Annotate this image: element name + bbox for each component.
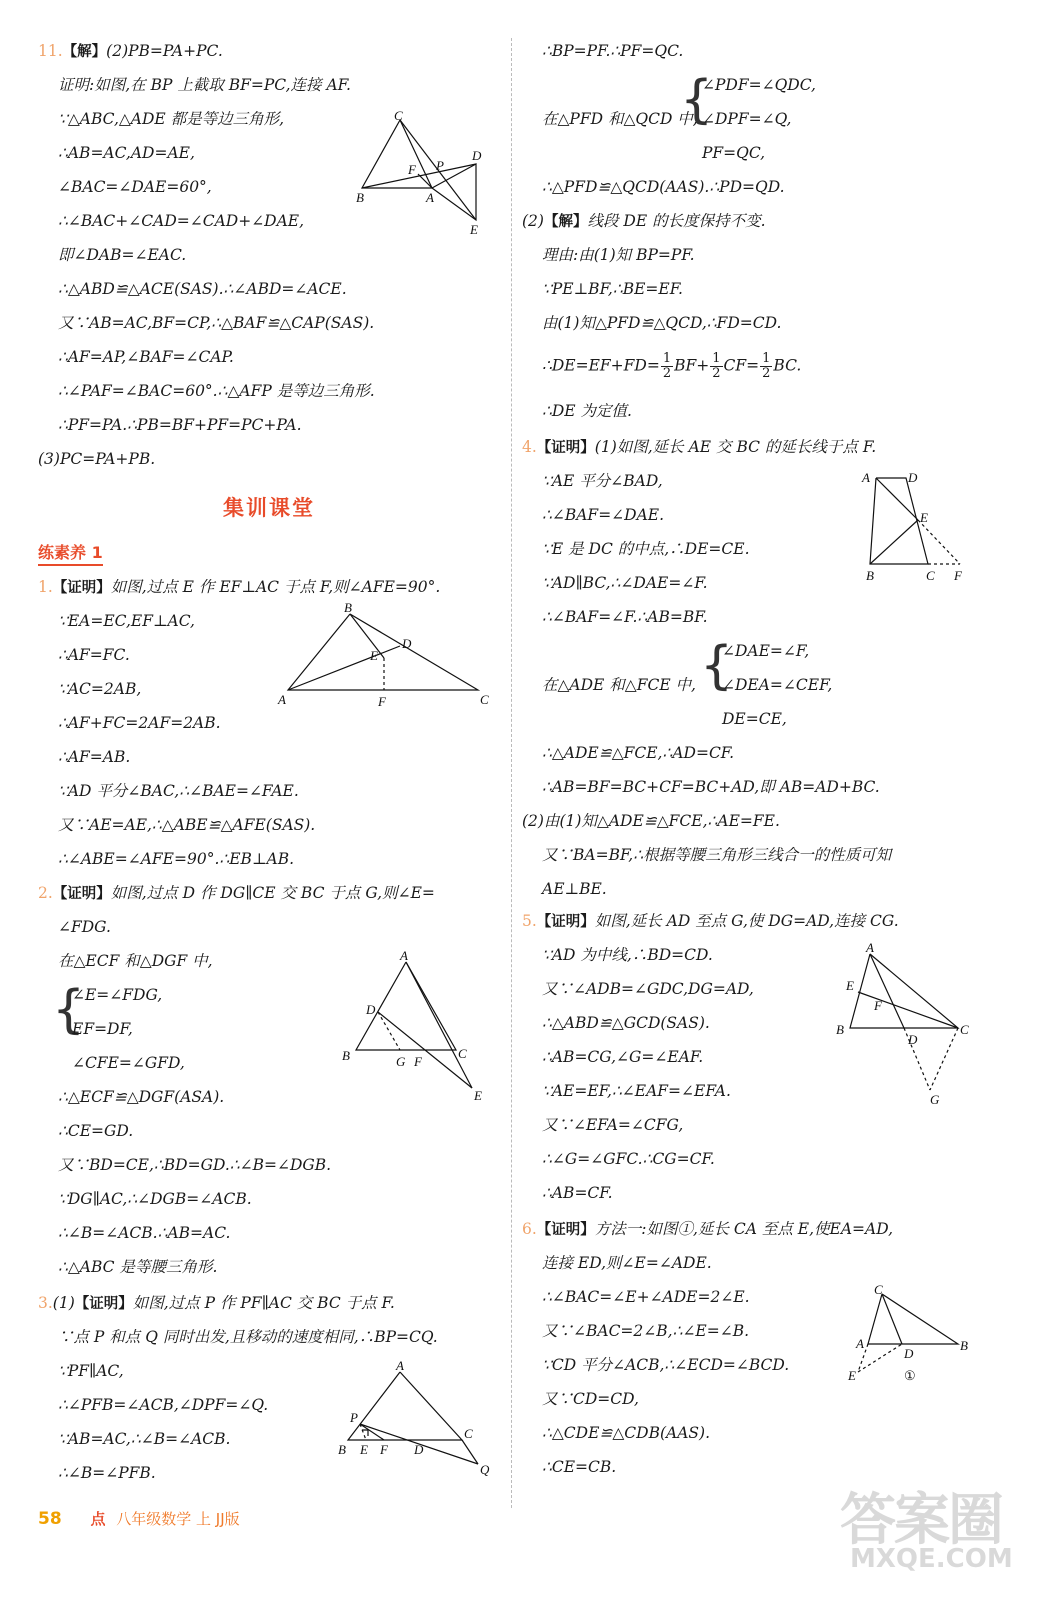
q1-line-7: 又∵AE=AE,∴△ABE≌△AFE(SAS).	[58, 816, 316, 834]
q4-line-8: (2)由(1)知△ADE≌△FCE,∴AE=FE.	[522, 812, 780, 830]
figure-q2	[338, 948, 494, 1108]
fig1-label-f: F	[378, 694, 386, 709]
fig3-label-p: P	[350, 1410, 358, 1425]
q2-line-3: ∴△ECF≌△DGF(ASA).	[58, 1088, 225, 1106]
q2-line-4: ∴CE=GD.	[58, 1122, 134, 1140]
q5-line-5: ∵AE=EF,∴∠EAF=∠EFA.	[542, 1082, 731, 1100]
q3-line-3: ∴∠PFB=∠ACB,∠DPF=∠Q.	[58, 1396, 269, 1414]
fig6-label-a: A	[856, 1336, 864, 1351]
fig3-label-f: F	[380, 1442, 388, 1457]
q4-line-2: ∴∠BAF=∠DAE.	[542, 506, 665, 524]
r-q3-brace: {	[680, 70, 714, 130]
r-q3-line-0: ∴BP=PF.∴PF=QC.	[542, 42, 684, 60]
figure-q5	[830, 940, 980, 1106]
fig2-label-d: D	[366, 1002, 376, 1017]
fig4-label-e: E	[920, 510, 928, 525]
q4-brace-line-2: ∠DEA=∠CEF,	[722, 676, 833, 694]
r-q3-line-1: ∴△PFD≌△QCD(AAS).∴PD=QD.	[542, 178, 785, 196]
fig11-label-a: A	[426, 190, 434, 205]
fig4-label-c: C	[926, 568, 935, 583]
brand-logo: 点	[90, 1510, 106, 1528]
fig3-label-b: B	[338, 1442, 346, 1457]
q2-brace-line-1: ∠E=∠FDG,	[72, 986, 163, 1004]
r-q3-line-4: ∵PE⊥BF,∴BE=EF.	[542, 280, 683, 298]
q11-line-6: 即∠DAB=∠EAC.	[58, 246, 187, 264]
q5-line-0: 5.【证明】如图,延长 AD 至点 G,使 DG=AD,连接 CG.	[522, 912, 899, 930]
fig5-label-e: E	[846, 978, 854, 993]
q1-line-0: 1.【证明】如图,过点 E 作 EF⊥AC 于点 F,则∠AFE=90°.	[38, 578, 441, 596]
fig3-label-d: D	[414, 1442, 424, 1457]
q4-line-1: ∵AE 平分∠BAD,	[542, 472, 663, 490]
q4-line-3: ∵E 是 DC 的中点,∴DE=CE.	[542, 540, 750, 558]
q3-line-2: ∵PF∥AC,	[58, 1362, 124, 1380]
q11-line-10: ∴∠PAF=∠BAC=60°.∴△AFP 是等边三角形.	[58, 382, 375, 400]
fig5-label-a: A	[866, 940, 874, 955]
q11-line-5: ∴∠BAC+∠CAD=∠CAD+∠DAE,	[58, 212, 305, 230]
q4-brace: {	[700, 636, 734, 696]
q2-line-8: ∴△ABC 是等腰三角形.	[58, 1258, 218, 1276]
r-q3-line-2: (2)【解】线段 DE 的长度保持不变.	[522, 212, 766, 230]
fig1-label-c: C	[480, 692, 489, 707]
fig6-label-c: C	[874, 1282, 883, 1297]
fig1-label-d: D	[402, 636, 412, 651]
fig2-label-a: A	[400, 948, 408, 963]
q6-line-5: 又∵CD=CD,	[542, 1390, 639, 1408]
fig4-label-b: B	[866, 568, 874, 583]
fig5-label-d: D	[908, 1032, 918, 1047]
fig5-label-c: C	[960, 1022, 969, 1037]
q5-line-1: ∵AD 为中线,∴BD=CD.	[542, 946, 713, 964]
q11-line-12: (3)PC=PA+PB.	[38, 450, 156, 468]
watermark	[840, 1476, 1030, 1586]
q1-line-4: ∴AF+FC=2AF=2AB.	[58, 714, 221, 732]
q2-brace: {	[52, 980, 86, 1040]
section-subtitle: 练素养 1	[38, 540, 103, 566]
fig11-label-b: B	[356, 190, 364, 205]
q1-line-1: ∵EA=EC,EF⊥AC,	[58, 612, 195, 630]
q4-brace-line-1: ∠DAE=∠F,	[722, 642, 810, 660]
r-q3-line-6: ∴DE=EF+FD= $\frac{1}{2}$ BF+ $\frac{1}{2}$ CF= $\frac{1}{2}$ BC.	[542, 351, 802, 381]
q2-line-0: 2.【证明】如图,过点 D 作 DG∥CE 交 BC 于点 G,则∠E=	[38, 884, 435, 902]
q1-line-3: ∵AC=2AB,	[58, 680, 142, 698]
q4-line-4: ∵AD∥BC,∴∠DAE=∠F.	[542, 574, 708, 592]
q4-line-7: ∴AB=BF=BC+CF=BC+AD,即 AB=AD+BC.	[542, 778, 880, 796]
fig4-label-f: F	[954, 568, 962, 583]
q1-line-6: ∵AD 平分∠BAC,∴∠BAE=∠FAE.	[58, 782, 299, 800]
q2-line-7: ∴∠B=∠ACB.∴AB=AC.	[58, 1224, 231, 1242]
q4-line-10: AE⊥BE.	[542, 880, 607, 898]
q2-brace-line-3: ∠CFE=∠GFD,	[72, 1054, 185, 1072]
q2-line-1: ∠FDG.	[58, 918, 111, 936]
r-q3-line-3: 理由:由(1)知 BP=PF.	[542, 246, 695, 264]
q11-line-11: ∴PF=PA.∴PB=BF+PF=PC+PA.	[58, 416, 302, 434]
q4-line-0: 4.【证明】(1)如图,延长 AE 交 BC 的延长线于点 F.	[522, 438, 877, 456]
q3-line-4: ∵AB=AC,∴∠B=∠ACB.	[58, 1430, 231, 1448]
q6-line-4: ∵CD 平分∠ACB,∴∠ECD=∠BCD.	[542, 1356, 790, 1374]
fig4-label-a: A	[862, 470, 870, 485]
q5-line-6: 又∵∠EFA=∠CFG,	[542, 1116, 684, 1134]
q2-line-2: 在△ECF 和△DGF 中,	[58, 952, 213, 970]
q6-line-1: 连接 ED,则∠E=∠ADE.	[542, 1254, 712, 1272]
fig6-label-d: D	[904, 1346, 914, 1361]
fig11-label-p: P	[436, 158, 444, 173]
q2-brace-line-2: EF=DF,	[72, 1020, 133, 1038]
fig5-label-b: B	[836, 1022, 844, 1037]
q4-line-5: ∴∠BAF=∠F.∴AB=BF.	[542, 608, 708, 626]
section-title: 集训课堂	[223, 496, 315, 520]
q5-line-8: ∴AB=CF.	[542, 1184, 613, 1202]
q6-line-7: ∴CE=CB.	[542, 1458, 617, 1476]
q11-line-4: ∠BAC=∠DAE=60°,	[58, 178, 212, 196]
fig2-label-e: E	[474, 1088, 482, 1103]
fig1-label-e: E	[370, 648, 378, 663]
r-q3-brace-line-1: ∠PDF=∠QDC,	[702, 76, 816, 94]
q11-line-8: 又∵AB=AC,BF=CP,∴△BAF≌△CAP(SAS).	[58, 314, 375, 332]
page-footer	[38, 1508, 240, 1529]
page-number: 58	[38, 1509, 62, 1529]
figure-q3	[334, 1360, 494, 1480]
q11-line-3: ∴AB=AC,AD=AE,	[58, 144, 195, 162]
q5-line-7: ∴∠G=∠GFC.∴CG=CF.	[542, 1150, 715, 1168]
fig11-label-e: E	[470, 222, 478, 237]
q6-line-2: ∴∠BAC=∠E+∠ADE=2∠E.	[542, 1288, 750, 1306]
q2-line-5: 又∵BD=CE,∴BD=GD.∴∠B=∠DGB.	[58, 1156, 332, 1174]
fig6-label-b: B	[960, 1338, 968, 1353]
r-q3-brace-line-2: ∠DPF=∠Q,	[702, 110, 792, 128]
column-divider	[511, 38, 512, 1508]
q1-line-5: ∴AF=AB.	[58, 748, 131, 766]
fraction-half-3: $\frac{1}{2}$	[762, 351, 771, 381]
fig11-label-c: C	[394, 108, 403, 123]
q6-line-6: ∴△CDE≌△CDB(AAS).	[542, 1424, 710, 1442]
book-title: 八年级数学 上 JJ版	[116, 1510, 240, 1528]
fig4-label-d: D	[908, 470, 918, 485]
q2-line-6: ∵DG∥AC,∴∠DGB=∠ACB.	[58, 1190, 252, 1208]
q6-line-3: 又∵∠BAC=2∠B,∴∠E=∠B.	[542, 1322, 750, 1340]
q5-line-2: 又∵∠ADB=∠GDC,DG=AD,	[542, 980, 754, 998]
fraction-half-2: $\frac{1}{2}$	[712, 351, 721, 381]
q3-line-0: 3.(1)【证明】如图,过点 P 作 PF∥AC 交 BC 于点 F.	[38, 1294, 395, 1312]
q5-line-4: ∴AB=CG,∠G=∠EAF.	[542, 1048, 704, 1066]
q1-line-8: ∴∠ABE=∠AFE=90°.∴EB⊥AB.	[58, 850, 295, 868]
fig2-label-b: B	[342, 1048, 350, 1063]
fig11-label-f: F	[408, 162, 416, 177]
figure-q4	[856, 468, 976, 588]
q3-line-5: ∴∠B=∠PFB.	[58, 1464, 156, 1482]
q4-brace-line-3: DE=CE,	[722, 710, 787, 728]
q4-pre: 在△ADE 和△FCE 中,	[542, 676, 696, 694]
fig5-label-f: F	[874, 998, 882, 1013]
fig11-label-d: D	[472, 148, 482, 163]
figure-q1	[278, 600, 494, 709]
fig3-label-q: Q	[480, 1462, 490, 1477]
q1-line-2: ∴AF=FC.	[58, 646, 130, 664]
r-q3-pre: 在△PFD 和△QCD 中,	[542, 110, 698, 128]
fraction-half-1: $\frac{1}{2}$	[662, 351, 672, 381]
fig2-label-g: G	[396, 1054, 406, 1069]
fig6-number: ①	[904, 1368, 916, 1383]
fig3-label-c: C	[464, 1426, 473, 1441]
watermark-url: MXQE.COM	[850, 1544, 1013, 1574]
q5-line-3: ∴△ABD≌△GCD(SAS).	[542, 1014, 710, 1032]
fig2-label-f: F	[414, 1054, 422, 1069]
r-q3-brace-line-3: PF=QC,	[702, 144, 766, 162]
r-q3-line-5: 由(1)知△PFD≌△QCD,∴FD=CD.	[542, 314, 782, 332]
q11-line-7: ∴△ABD≌△ACE(SAS).∴∠ABD=∠ACE.	[58, 280, 347, 298]
fig3-label-a: A	[396, 1358, 404, 1373]
fig2-label-c: C	[458, 1046, 467, 1061]
r-q3-line-7: ∴DE 为定值.	[542, 402, 632, 420]
fig1-label-a: A	[278, 692, 286, 707]
q11-line-9: ∴AF=AP,∠BAF=∠CAP.	[58, 348, 234, 366]
q6-line-0: 6.【证明】方法一:如图①,延长 CA 至点 E,使EA=AD,	[522, 1220, 894, 1238]
fig5-label-g: G	[930, 1092, 940, 1107]
q11-line-1: 证明:如图,在 BP 上截取 BF=PC,连接 AF.	[58, 76, 351, 94]
fig3-label-e: E	[360, 1442, 368, 1457]
q3-line-1: ∵点 P 和点 Q 同时出发,且移动的速度相同,∴BP=CQ.	[58, 1328, 438, 1346]
watermark-text: 答案圈	[840, 1488, 1002, 1553]
fig6-label-e: E	[848, 1368, 856, 1383]
q11-line-2: ∵△ABC,△ADE 都是等边三角形,	[58, 110, 285, 128]
figure-q11	[356, 108, 486, 237]
q11-line-0: 11.【解】(2)PB=PA+PC.	[38, 42, 223, 60]
figure-q6	[846, 1284, 976, 1394]
q4-line-9: 又∵BA=BF,∴根据等腰三角形三线合一的性质可知	[542, 846, 892, 864]
q4-line-6: ∴△ADE≌△FCE,∴AD=CF.	[542, 744, 735, 762]
fig1-label-b: B	[344, 600, 352, 615]
